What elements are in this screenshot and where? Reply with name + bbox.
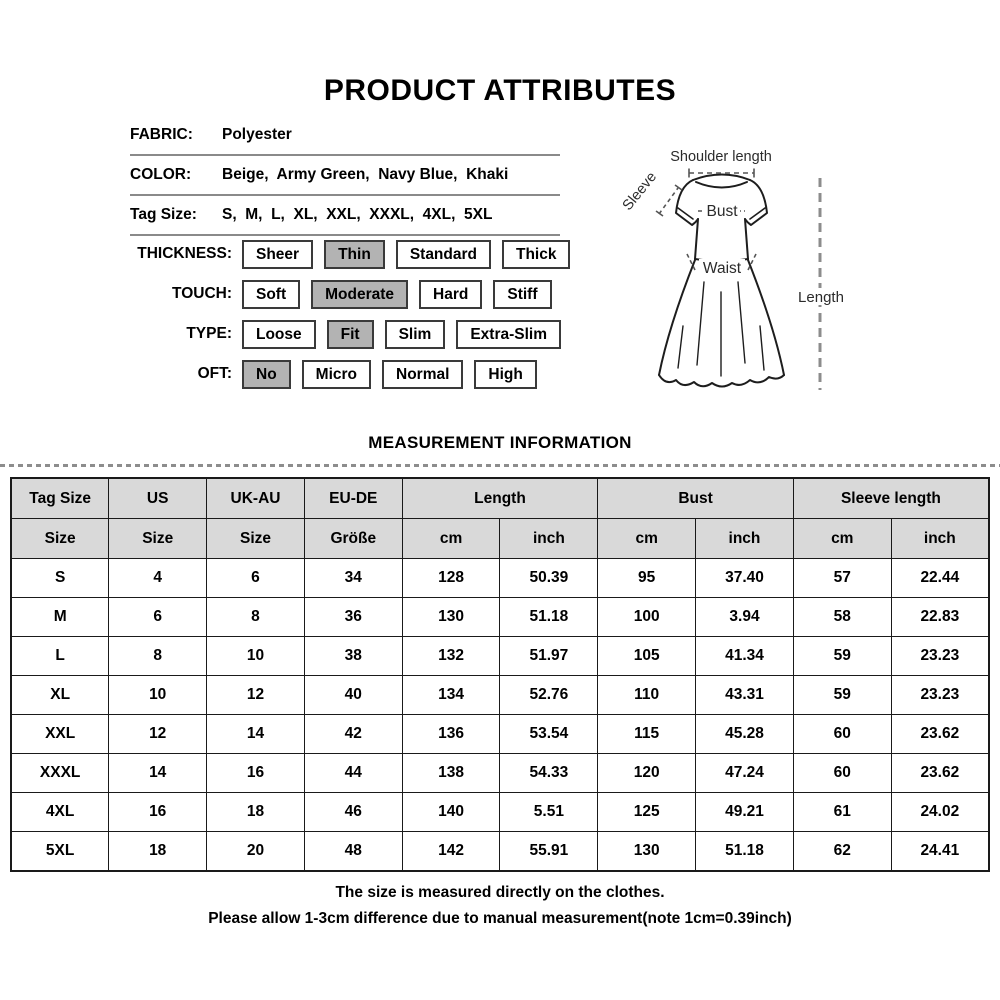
attribute-label: FABRIC: [130,126,193,143]
option-rows [128,234,588,394]
measurement-cell: 44 [304,754,402,793]
option-row-label: TYPE: [186,325,232,342]
option-group [242,320,561,349]
measurement-cell: 95 [598,559,696,598]
measurement-heading: MEASUREMENT INFORMATION [368,433,632,452]
measurement-cell: 132 [402,637,500,676]
measurement-cell: 3.94 [696,598,794,637]
measurement-cell: 57 [793,559,891,598]
size-row [11,676,989,715]
tag-size-cell: M [11,598,109,637]
measurement-cell: 41.34 [696,637,794,676]
option-row [128,234,588,274]
option-high[interactable]: High [474,360,536,389]
option-group [242,280,552,309]
bust-label: Bust [706,203,738,220]
measurement-cell: 37.40 [696,559,794,598]
measurement-cell: 130 [402,598,500,637]
attribute-value: Beige, Army Green, Navy Blue, Khaki [222,166,509,183]
column-subheader: Size [109,519,207,559]
measurement-cell: 62 [793,832,891,872]
size-row [11,598,989,637]
column-subheader: inch [696,519,794,559]
measurement-cell: 52.76 [500,676,598,715]
measurement-cell: 60 [793,715,891,754]
measurement-cell: 18 [109,832,207,872]
measurement-cell: 105 [598,637,696,676]
option-sheer[interactable]: Sheer [242,240,313,269]
measurement-cell: 4 [109,559,207,598]
column-subheader: cm [598,519,696,559]
measurement-table-body [11,559,989,872]
size-row [11,793,989,832]
footer-note-line2: Please allow 1-3cm difference due to manual measurement(note 1cm=0.39inch) [208,910,792,927]
attribute-row [130,156,560,196]
measurement-cell: 40 [304,676,402,715]
attribute-value: Polyester [222,126,292,143]
option-soft[interactable]: Soft [242,280,300,309]
option-extra-slim[interactable]: Extra-Slim [456,320,561,349]
measurement-cell: 46 [304,793,402,832]
measurement-cell: 53.54 [500,715,598,754]
measurement-cell: 22.44 [891,559,989,598]
measurement-cell: 54.33 [500,754,598,793]
option-micro[interactable]: Micro [302,360,371,389]
measurement-cell: 120 [598,754,696,793]
measurement-cell: 12 [109,715,207,754]
option-slim[interactable]: Slim [385,320,446,349]
attribute-row [130,196,560,236]
tag-size-cell: L [11,637,109,676]
shoulder-length-label: Shoulder length [670,149,772,165]
measurement-cell: 5.51 [500,793,598,832]
length-label: Length [798,289,844,306]
option-row-label: THICKNESS: [137,245,232,262]
column-header: US [109,478,207,519]
measurement-cell: 50.39 [500,559,598,598]
column-subheader: cm [402,519,500,559]
option-group [242,240,570,269]
attribute-label: Tag Size: [130,206,197,223]
measurement-cell: 23.62 [891,715,989,754]
option-thick[interactable]: Thick [502,240,570,269]
measurement-cell: 130 [598,832,696,872]
option-moderate[interactable]: Moderate [311,280,408,309]
footer-notes [0,880,1000,932]
measurement-cell: 60 [793,754,891,793]
measurement-cell: 10 [109,676,207,715]
option-fit[interactable]: Fit [327,320,374,349]
measurement-cell: 24.41 [891,832,989,872]
measurement-cell: 10 [207,637,305,676]
column-header: Sleeve length [793,478,989,519]
size-row [11,559,989,598]
footer-note-line1: The size is measured directly on the clothes. [335,884,665,901]
measurement-cell: 100 [598,598,696,637]
measurement-cell: 61 [793,793,891,832]
tag-size-cell: 4XL [11,793,109,832]
measurement-cell: 42 [304,715,402,754]
option-stiff[interactable]: Stiff [493,280,551,309]
measurement-cell: 45.28 [696,715,794,754]
measurement-cell: 14 [109,754,207,793]
option-row-label: OFT: [197,365,232,382]
measurement-cell: 51.18 [500,598,598,637]
dress-diagram [600,130,855,402]
measurement-cell: 18 [207,793,305,832]
measurement-cell: 38 [304,637,402,676]
measurement-cell: 49.21 [696,793,794,832]
measurement-cell: 16 [109,793,207,832]
measurement-table [10,477,990,872]
option-thin[interactable]: Thin [324,240,385,269]
measurement-cell: 134 [402,676,500,715]
column-subheader: Size [207,519,305,559]
measurement-cell: 51.97 [500,637,598,676]
measurement-cell: 8 [109,637,207,676]
tag-size-cell: XXXL [11,754,109,793]
waist-label: Waist [702,260,742,277]
size-row [11,715,989,754]
option-row [128,274,588,314]
measurement-cell: 34 [304,559,402,598]
option-row [128,314,588,354]
column-subheader: Size [11,519,109,559]
measurement-cell: 125 [598,793,696,832]
column-header: Tag Size [11,478,109,519]
measurement-cell: 59 [793,637,891,676]
column-header: Length [402,478,598,519]
measurement-cell: 36 [304,598,402,637]
measurement-cell: 6 [207,559,305,598]
attribute-value: S, M, L, XL, XXL, XXXL, 4XL, 5XL [222,206,493,223]
size-row [11,637,989,676]
measurement-cell: 58 [793,598,891,637]
attribute-label: COLOR: [130,166,192,183]
column-subheader: inch [891,519,989,559]
measurement-cell: 23.23 [891,676,989,715]
attribute-list [130,116,560,236]
option-normal[interactable]: Normal [382,360,463,389]
measurement-cell: 136 [402,715,500,754]
measurement-cell: 128 [402,559,500,598]
column-header: UK-AU [207,478,305,519]
size-row [11,832,989,872]
measurement-cell: 24.02 [891,793,989,832]
measurement-cell: 14 [207,715,305,754]
size-row [11,754,989,793]
column-header: Bust [598,478,794,519]
measurement-cell: 43.31 [696,676,794,715]
measurement-cell: 20 [207,832,305,872]
column-header: EU-DE [304,478,402,519]
option-standard[interactable]: Standard [396,240,491,269]
tag-size-cell: S [11,559,109,598]
option-group [242,360,537,389]
option-no[interactable]: No [242,360,291,389]
option-hard[interactable]: Hard [419,280,482,309]
tag-size-cell: 5XL [11,832,109,872]
measurement-cell: 22.83 [891,598,989,637]
column-subheader: inch [500,519,598,559]
option-loose[interactable]: Loose [242,320,316,349]
measurement-cell: 48 [304,832,402,872]
measurement-cell: 47.24 [696,754,794,793]
measurement-cell: 140 [402,793,500,832]
dotted-separator [0,464,1000,467]
attribute-row [130,116,560,156]
tag-size-cell: XL [11,676,109,715]
measurement-cell: 51.18 [696,832,794,872]
option-row-label: TOUCH: [172,285,232,302]
measurement-cell: 59 [793,676,891,715]
measurement-cell: 138 [402,754,500,793]
measurement-cell: 8 [207,598,305,637]
column-subheader: cm [793,519,891,559]
measurement-cell: 23.23 [891,637,989,676]
measurement-table-head [11,478,989,559]
column-subheader: Größe [304,519,402,559]
measurement-cell: 110 [598,676,696,715]
page-title: PRODUCT ATTRIBUTES [323,74,677,107]
option-row [128,354,588,394]
measurement-cell: 12 [207,676,305,715]
measurement-cell: 55.91 [500,832,598,872]
measurement-cell: 142 [402,832,500,872]
measurement-cell: 23.62 [891,754,989,793]
measurement-cell: 6 [109,598,207,637]
sleeve-label: Sleeve [619,169,661,214]
measurement-cell: 115 [598,715,696,754]
measurement-cell: 16 [207,754,305,793]
tag-size-cell: XXL [11,715,109,754]
